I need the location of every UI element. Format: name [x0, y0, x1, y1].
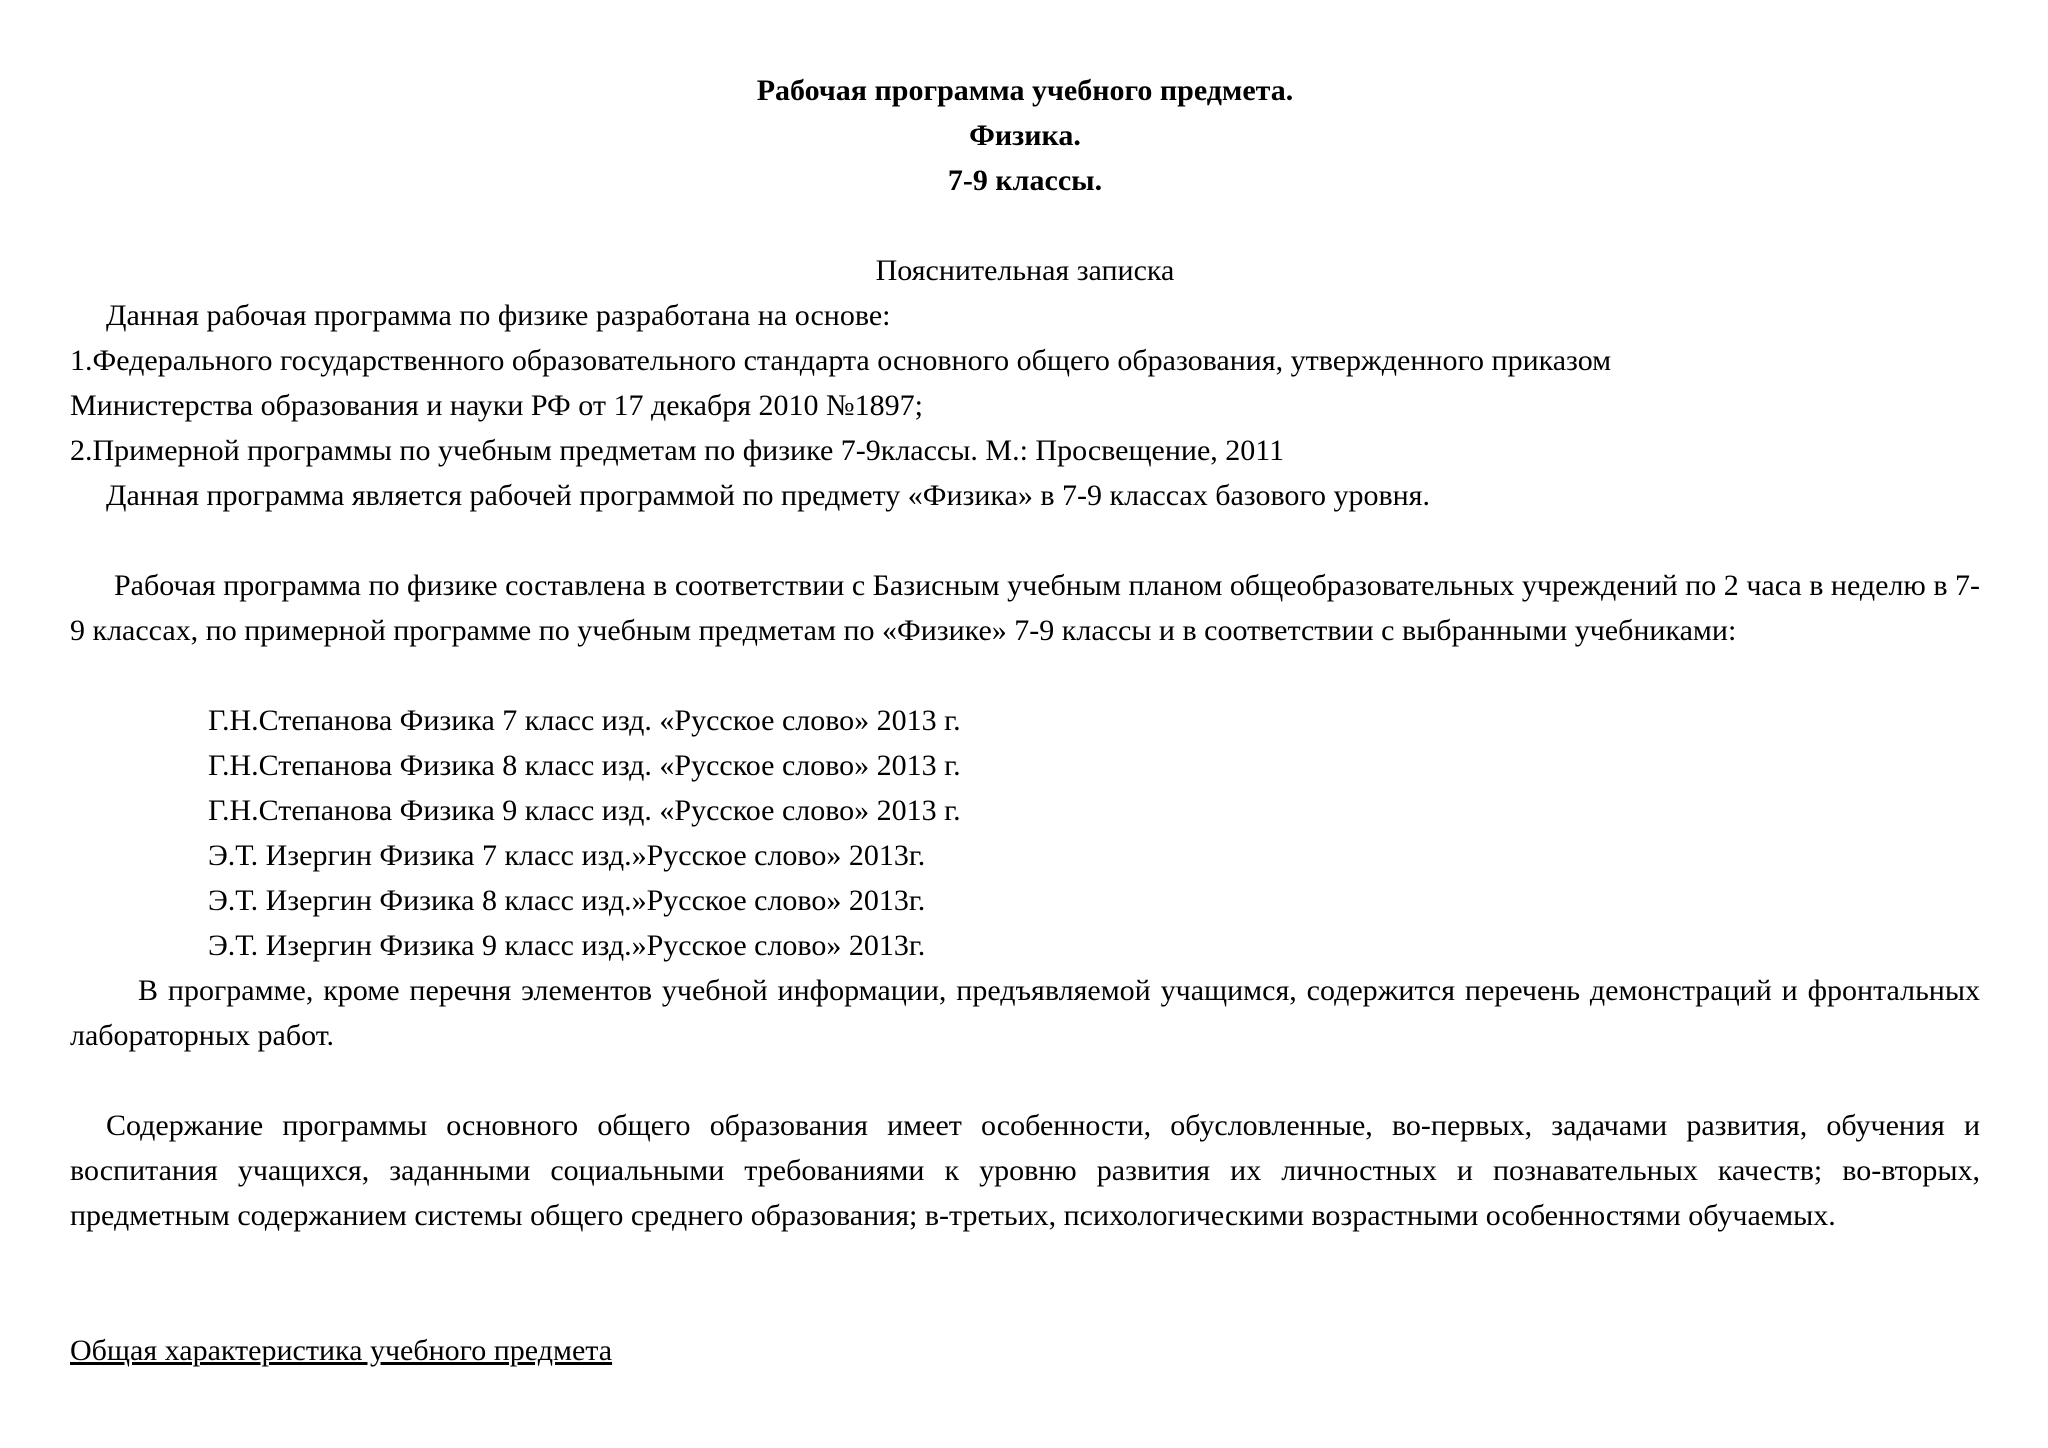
textbook-item: Г.Н.Степанова Физика 7 класс изд. «Русское слово» 2013 г. — [208, 704, 961, 737]
curriculum-paragraph: Рабочая программа по физике составлена в соответствии с Базисным учебным планом общеобразовательных учреждений по 2 часа в неделю в 7-9 классах, по примерной программе по учебным предметам по «Физике» 7-9 классы и в соответствии с выбранными учебниками: — [70, 569, 1980, 647]
basis-intro: Данная рабочая программа по физике разработана на основе: — [106, 299, 891, 332]
textbook-item: Э.Т. Изергин Физика 7 класс изд.»Русское слово» 2013г. — [208, 839, 926, 872]
textbook-item: Г.Н.Степанова Физика 9 класс изд. «Русское слово» 2013 г. — [208, 794, 961, 827]
textbook-item: Э.Т. Изергин Физика 9 класс изд.»Русское слово» 2013г. — [208, 929, 926, 962]
document-page — [70, 0, 1980, 1448]
section-heading-general-characteristics: Общая характеристика учебного предмета — [70, 1334, 613, 1367]
textbook-item: Э.Т. Изергин Физика 8 класс изд.»Русское слово» 2013г. — [208, 884, 926, 917]
basis-item-2: 2.Примерной программы по учебным предметам по физике 7-9классы. М.: Просвещение, 2011 — [70, 434, 1285, 467]
document-subject: Физика. — [969, 119, 1081, 152]
basis-item-1-line-1: 1.Федерального государственного образовательного стандарта основного общего образования, утвержденного приказом — [70, 344, 1612, 377]
program-statement: Данная программа является рабочей программой по предмету «Физика» в 7-9 классах базового уровня. — [106, 479, 1430, 512]
explanatory-note-title: Пояснительная записка — [875, 254, 1175, 287]
content-paragraph: Содержание программы основного общего образования имеет особенности, обусловленные, во-первых, задачами развития, обучения и воспитания учащихся, заданными социальными требованиями к уровню развития их личностных и познавательных качеств; во-вторых, предметным содержанием системы общего среднего образования; в-третьих, психологическими возрастными особенностями обучаемых. — [70, 1109, 1980, 1232]
textbook-item: Г.Н.Степанова Физика 8 класс изд. «Русское слово» 2013 г. — [208, 749, 961, 782]
basis-item-1-line-2: Министерства образования и науки РФ от 17 декабря 2010 №1897; — [70, 389, 923, 422]
document-title: Рабочая программа учебного предмета. — [756, 74, 1294, 107]
demonstrations-paragraph: В программе, кроме перечня элементов учебной информации, предъявляемой учащимся, содержится перечень демонстраций и фронтальных лабораторных работ. — [70, 974, 1980, 1052]
document-grades: 7-9 классы. — [947, 164, 1103, 197]
